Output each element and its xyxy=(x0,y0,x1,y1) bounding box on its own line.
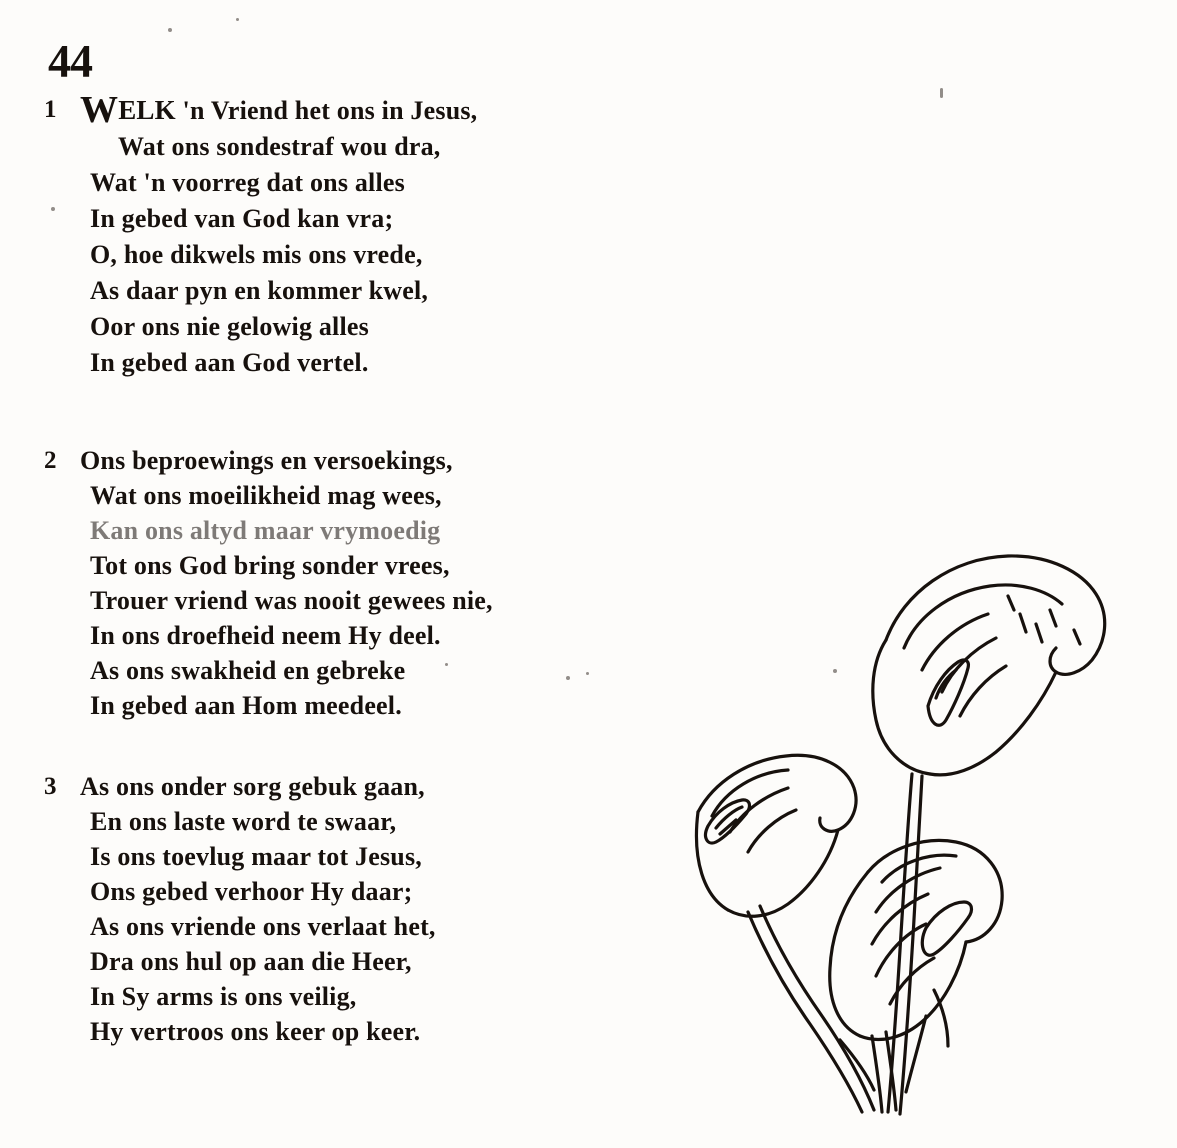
lyric-line: As ons onder sorg gebuk gaan, xyxy=(80,772,425,801)
lyric-line: O, hoe dikwels mis ons vrede, xyxy=(90,240,423,269)
hymn-lyrics xyxy=(44,89,684,1077)
lyric-line: Wat 'n voorreg dat ons alles xyxy=(90,168,405,197)
lyric-line: In gebed aan God vertel. xyxy=(90,348,369,377)
lyric-line: In ons droefheid neem Hy deel. xyxy=(90,621,441,650)
arum-lily-icon xyxy=(690,520,1170,1120)
lyric-line: As ons swakheid en gebreke xyxy=(90,656,406,685)
stanza xyxy=(44,769,684,1049)
paper-speck xyxy=(236,18,239,21)
lyric-line: In gebed van God kan vra; xyxy=(90,204,394,233)
drop-cap: W xyxy=(80,89,119,131)
lyric-line: Oor ons nie gelowig alles xyxy=(90,312,369,341)
lyric-line: As daar pyn en kommer kwel, xyxy=(90,276,429,305)
paper-speck xyxy=(940,88,943,98)
stanza xyxy=(44,89,684,381)
lyric-line: Wat ons moeilikheid mag wees, xyxy=(90,481,442,510)
arum-lily-illustration xyxy=(690,520,1170,1120)
lyric-line: Dra ons hul op aan die Heer, xyxy=(90,947,412,976)
stanza-number: 2 xyxy=(44,447,57,474)
lyric-line: In Sy arms is ons veilig, xyxy=(90,982,357,1011)
paper-speck xyxy=(168,28,172,32)
lyric-line: Ons gebed verhoor Hy daar; xyxy=(90,877,413,906)
lyric-line: Tot ons God bring sonder vrees, xyxy=(90,551,450,580)
lyric-line: Hy vertroos ons keer op keer. xyxy=(90,1017,421,1046)
stanza-lines xyxy=(80,89,684,381)
stanza xyxy=(44,443,684,723)
stanza-lines xyxy=(80,443,684,723)
lyric-line: In gebed aan Hom meedeel. xyxy=(90,691,402,720)
lyric-line: Trouer vriend was nooit gewees nie, xyxy=(90,586,493,615)
stanza-lines xyxy=(80,769,684,1049)
stanza-number: 1 xyxy=(44,96,57,123)
lyric-line: En ons laste word te swaar, xyxy=(90,807,397,836)
lyric-line: As ons vriende ons verlaat het, xyxy=(90,912,436,941)
page-title: 44 xyxy=(48,34,92,87)
lyric-line: Wat ons sondestraf wou dra, xyxy=(118,132,441,161)
lyric-line: Is ons toevlug maar tot Jesus, xyxy=(90,842,422,871)
lyric-line: Kan ons altyd maar vrymoedig xyxy=(90,516,441,545)
lyric-line: Ons beproewings en versoekings, xyxy=(80,446,453,475)
opening-word-caps: ELK xyxy=(118,95,176,125)
lyric-line xyxy=(80,89,684,131)
opening-line-rest: 'n Vriend het ons in Jesus, xyxy=(175,96,478,125)
stanza-number: 3 xyxy=(44,773,57,800)
